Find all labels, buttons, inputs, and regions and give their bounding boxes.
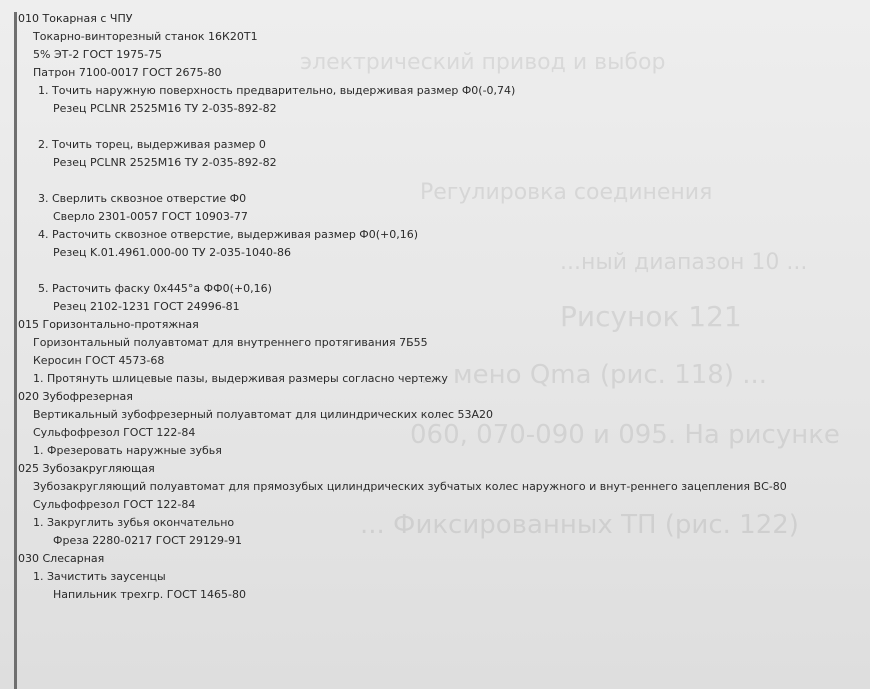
tree-node-tool[interactable]: Резец PCLNR 2525M16 ТУ 2-035-892-82 bbox=[53, 156, 277, 169]
tree-node-equipment[interactable]: Горизонтальный полуавтомат для внутреннего протягивания 7Б55 bbox=[33, 336, 428, 349]
tree-spacer bbox=[18, 118, 863, 136]
tree-node-op-025[interactable]: 025 Зубозакругляющая bbox=[18, 462, 155, 475]
bleed-through-text: 060, 070-090 и 095. На рисунке bbox=[410, 420, 840, 450]
tree-node-equipment[interactable]: Вертикальный зубофрезерный полуавтомат для цилиндрических колес 53А20 bbox=[33, 408, 494, 421]
process-tree bbox=[18, 10, 863, 604]
tree-node-step[interactable]: 2. Точить торец, выдерживая размер 0 bbox=[38, 138, 266, 151]
tree-spacer bbox=[18, 172, 863, 190]
tree-node-tool[interactable]: Резец PCLNR 2525M16 ТУ 2-035-892-82 bbox=[53, 102, 277, 115]
tree-node-material[interactable]: Сульфофрезол ГОСТ 122-84 bbox=[33, 426, 196, 439]
tree-node-step[interactable]: 5. Расточить фаску 0x445°a ФФ0(+0,16) bbox=[38, 282, 272, 295]
tree-node-op-030[interactable]: 030 Слесарная bbox=[18, 552, 105, 565]
tree-node-tool[interactable]: Резец 2102-1231 ГОСТ 24996-81 bbox=[53, 300, 240, 313]
tree-node-equipment[interactable]: Зубозакругляющий полуавтомат для прямозубых цилиндрических зубчатых колес наружного и внут-реннего зацепления ВС-80 bbox=[33, 480, 787, 493]
tree-node-step[interactable]: 1. Закруглить зубья окончательно bbox=[33, 516, 235, 529]
tree-node-step[interactable]: 1. Точить наружную поверхность предварительно, выдерживая размер Ф0(-0,74) bbox=[38, 84, 516, 97]
bleed-through-text: ... Фиксированных ТП (рис. 122) bbox=[360, 510, 799, 540]
bleed-through-text: Регулировка соединения bbox=[420, 180, 713, 205]
tree-node-material[interactable]: Керосин ГОСТ 4573-68 bbox=[33, 354, 165, 367]
tree-node-step[interactable]: 4. Расточить сквозное отверстие, выдерживая размер Ф0(+0,16) bbox=[38, 228, 419, 241]
tree-node-step[interactable]: 1. Протянуть шлицевые пазы, выдерживая размеры согласно чертежу bbox=[33, 372, 448, 385]
tree-node-step[interactable]: 3. Сверлить сквозное отверстие Ф0 bbox=[38, 192, 247, 205]
tree-node-tool[interactable]: Сверло 2301-0057 ГОСТ 10903-77 bbox=[53, 210, 248, 223]
bleed-through-text: Рисунок 121 bbox=[560, 300, 742, 333]
tree-guide-line bbox=[14, 12, 17, 689]
bleed-through-text: ...ный диапазон 10 ... bbox=[560, 250, 808, 275]
tree-node-op-010[interactable]: 010 Токарная с ЧПУ bbox=[18, 12, 133, 25]
tree-node-tool[interactable]: Резец K.01.4961.000-00 ТУ 2-035-1040-86 bbox=[53, 246, 291, 259]
tree-node-tool[interactable]: Напильник трехгр. ГОСТ 1465-80 bbox=[53, 588, 246, 601]
tree-spacer bbox=[18, 262, 863, 280]
tree-node-step[interactable]: 1. Зачистить заусенцы bbox=[33, 570, 166, 583]
tree-node-op-020[interactable]: 020 Зубофрезерная bbox=[18, 390, 133, 403]
tree-node-material[interactable]: 5% ЭТ-2 ГОСТ 1975-75 bbox=[33, 48, 163, 61]
bleed-through-text: электрический привод и выбор bbox=[300, 50, 666, 75]
tree-node-material[interactable]: Сульфофрезол ГОСТ 122-84 bbox=[33, 498, 196, 511]
tree-node-step[interactable]: 1. Фрезеровать наружные зубья bbox=[33, 444, 222, 457]
tree-node-fixture[interactable]: Патрон 7100-0017 ГОСТ 2675-80 bbox=[33, 66, 222, 79]
tree-node-equipment[interactable]: Токарно-винторезный станок 16К20Т1 bbox=[33, 30, 258, 43]
tree-node-op-015[interactable]: 015 Горизонтально-протяжная bbox=[18, 318, 199, 331]
tree-node-tool[interactable]: Фреза 2280-0217 ГОСТ 29129-91 bbox=[53, 534, 242, 547]
bleed-through-text: ... мено Qma (рис. 118) ... bbox=[420, 360, 768, 390]
